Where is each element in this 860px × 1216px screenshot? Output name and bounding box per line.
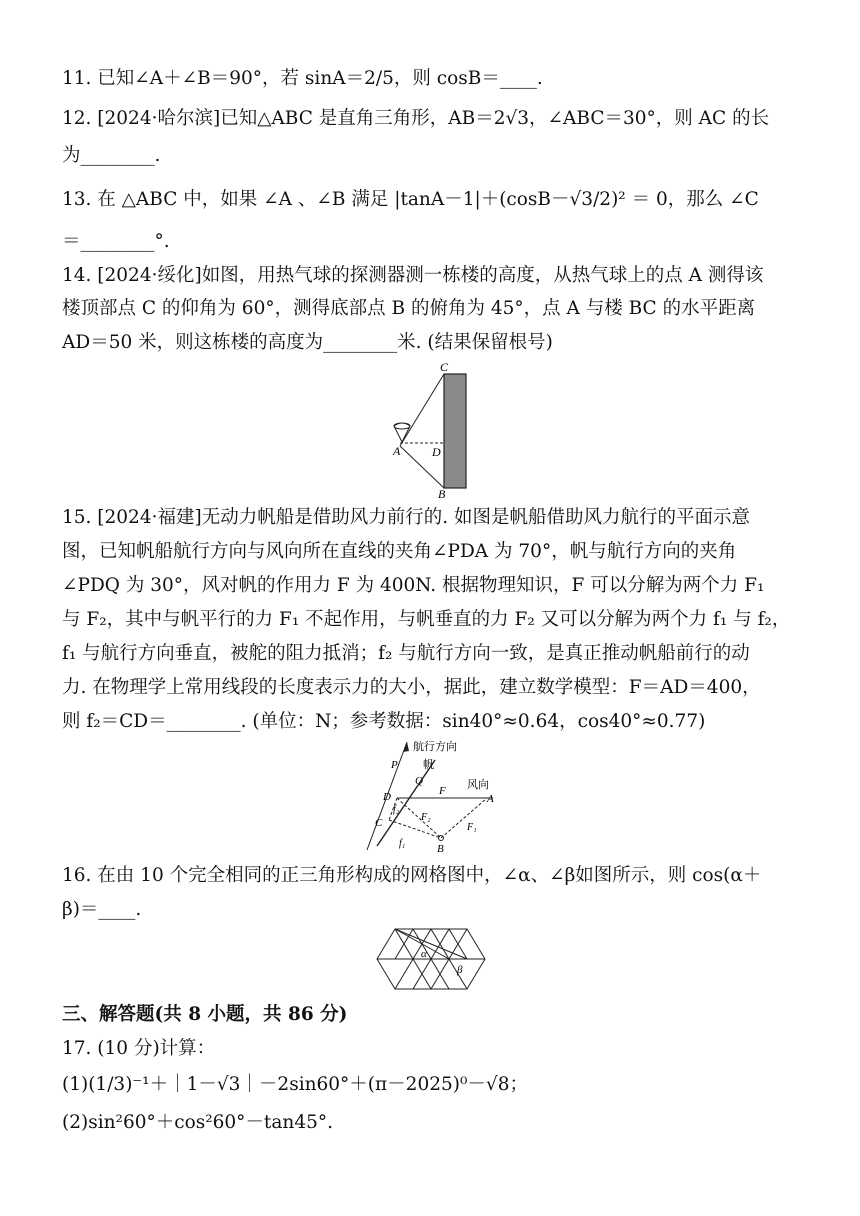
- beta-ray: [395, 929, 467, 959]
- line-ac: [400, 374, 444, 446]
- question-15-line-1: 15. [2024·福建]无动力帆船是借助风力前行的. 如图是帆船借助风力航行的平面示意: [62, 507, 750, 528]
- balloon-shape: [394, 423, 410, 442]
- wind-label: 风向: [467, 779, 489, 791]
- line-ba: [441, 798, 487, 838]
- question-15-line-4: 与 F₂，其中与帆平行的力 F₁ 不起作用，与帆垂直的力 F₂ 又可以分解为两个力 f₁ 与 f₂，: [62, 609, 791, 630]
- label-d: D: [383, 791, 391, 803]
- question-15-line-3: ∠PDQ 为 30°，风对帆的作用力 F 为 400N. 根据物理知识，F 可以分解为两个力 F₁: [62, 575, 765, 596]
- question-15-line-5: f₁ 与航行方向垂直，被舵的阻力抵消；f₂ 与航行方向一致，是真正推动帆船前行的动: [62, 643, 750, 664]
- building-rect: [444, 374, 466, 488]
- triangle-grid-figure: [373, 925, 489, 993]
- question-15-line-2: 图，已知帆船航行方向与风向所在直线的夹角∠PDA 为 70°，帆与航行方向的夹角: [62, 541, 737, 562]
- label-a: A: [487, 793, 494, 805]
- beta-label: β: [457, 964, 463, 976]
- question-14-line-1: 14. [2024·绥化]如图，用热气球的探测器测一栋楼的高度，从热气球上的点 A 测得该: [62, 265, 764, 286]
- question-14-line-2: 楼顶部点 C 的仰角为 60°，测得底部点 B 的俯角为 45°，点 A 与楼 BC 的水平距离: [62, 298, 756, 319]
- question-15-line-7: 则 f₂＝CD＝________. (单位：N；参考数据：sin40°≈0.64，cos40°≈0.77): [62, 711, 706, 732]
- label-f: F: [439, 785, 446, 797]
- heading-label: 航行方向: [413, 741, 457, 753]
- label-f1: f₁: [399, 838, 406, 849]
- question-17-part-1: (1)(1/3)⁻¹＋｜1－√3｜－2sin60°＋(π－2025)⁰－√8；: [62, 1074, 528, 1095]
- label-b: B: [437, 843, 444, 855]
- question-12-line-2: 为________.: [62, 145, 161, 166]
- alpha-label: α: [421, 948, 427, 960]
- label-c: C: [375, 817, 383, 829]
- question-12-line-1: 12. [2024·哈尔滨]已知△ABC 是直角三角形，AB＝2√3，∠ABC＝30°，则 AC 的长: [62, 108, 770, 129]
- line-cb: [389, 820, 441, 838]
- question-17-line-1: 17. (10 分)计算：: [62, 1038, 216, 1059]
- label-f2-cap: F₂: [421, 812, 431, 823]
- question-16-line-2: β)＝____.: [62, 899, 142, 920]
- question-14-line-3: AD＝50 米，则这栋楼的高度为________米. (结果保留根号): [62, 332, 553, 353]
- label-q: Q: [415, 775, 423, 787]
- label-p: P: [391, 759, 398, 771]
- section-3-title: 三、解答题(共 8 小题，共 86 分): [62, 1004, 348, 1025]
- label-d: D: [432, 445, 441, 459]
- line-db: [397, 798, 441, 838]
- sail-line: [377, 760, 435, 846]
- question-11: 11. 已知∠A＋∠B＝90°，若 sinA＝2/5，则 cosB＝____.: [62, 68, 543, 89]
- question-15-line-6: 力. 在物理学上常用线段的长度表示力的大小，据此，建立数学模型：F＝AD＝400，: [62, 677, 761, 698]
- sailboat-figure: [355, 738, 515, 856]
- building-figure: [380, 358, 480, 500]
- label-a: A: [393, 444, 401, 458]
- sail-label: 帆: [423, 759, 434, 771]
- question-17-part-2: (2)sin²60°＋cos²60°－tan45°.: [62, 1112, 333, 1133]
- label-b: B: [438, 487, 446, 500]
- label-f1-cap: F₁: [467, 822, 477, 833]
- question-13-line-1: 13. 在 △ABC 中，如果 ∠A 、∠B 满足 |tanA－1|＋(cosB－√3/2)² ＝ 0，那么 ∠C: [62, 189, 759, 210]
- question-13-line-2: ＝________°.: [62, 231, 170, 252]
- label-c: C: [440, 360, 449, 374]
- balloon-top: [394, 423, 410, 429]
- question-16-line-1: 16. 在由 10 个完全相同的正三角形构成的网格图中，∠α、∠β如图所示，则 cos(α＋: [62, 865, 762, 886]
- label-f2: f₂: [393, 804, 400, 815]
